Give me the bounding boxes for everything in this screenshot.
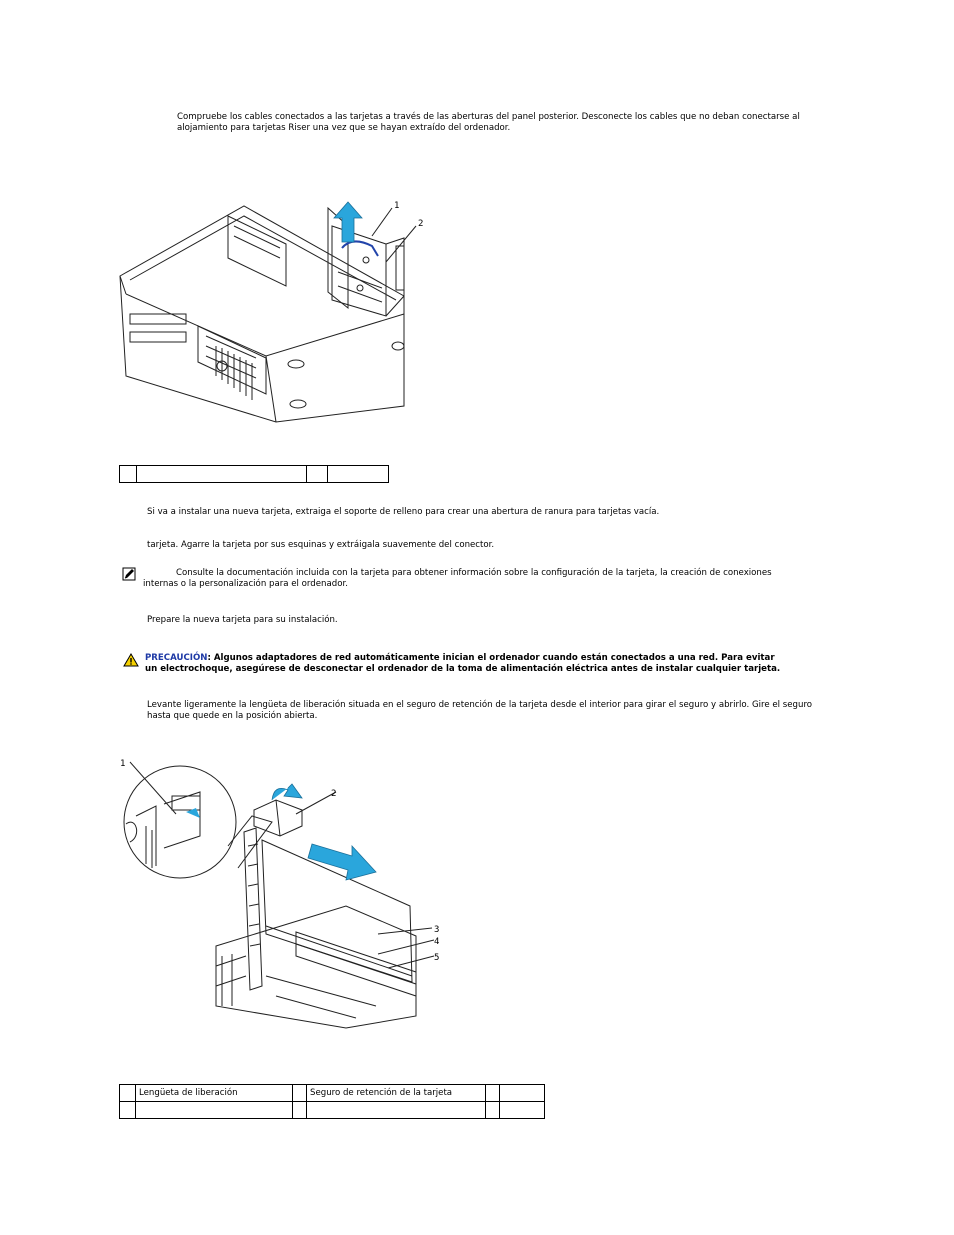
step-new-card: Si va a instalar una nueva tarjeta, extraiga el soporte de relleno para crear una abertura de ranura para tarjetas vacía. bbox=[147, 507, 660, 517]
step-prepare-card: Prepare la nueva tarjeta para su instalación. bbox=[147, 615, 338, 625]
table-cell bbox=[486, 1085, 500, 1102]
table-cell bbox=[486, 1102, 500, 1119]
riser-cage-illustration bbox=[116, 196, 436, 428]
table-cell bbox=[500, 1085, 545, 1102]
callout-label: 2 bbox=[331, 789, 337, 799]
table-row bbox=[120, 466, 389, 483]
caution-icon bbox=[123, 653, 139, 667]
table-cell bbox=[137, 466, 307, 483]
figure1-legend-table bbox=[119, 465, 389, 483]
callout-label: 4 bbox=[434, 937, 440, 947]
figure2-legend-table bbox=[119, 1084, 545, 1119]
table-cell bbox=[328, 466, 389, 483]
table-cell bbox=[307, 1102, 486, 1119]
table-cell bbox=[307, 466, 328, 483]
table-cell bbox=[120, 466, 137, 483]
table-cell: Seguro de retención de la tarjeta bbox=[307, 1085, 486, 1102]
callout-label: 2 bbox=[418, 219, 424, 229]
step-check-cables: Compruebe los cables conectados a las tarjetas a través de las aberturas del panel posterior. Desconecte los cables que no deban conectarse al alojamiento para tarjetas Riser una vez que se hayan extraído del ordenador. bbox=[177, 112, 800, 133]
step-remove-card: tarjeta. Agarre la tarjeta por sus esquinas y extráigala suavemente del conector. bbox=[147, 540, 495, 550]
card-retention-latch-illustration bbox=[116, 756, 446, 1036]
callout-label: 5 bbox=[434, 953, 440, 963]
table-cell bbox=[120, 1102, 136, 1119]
callout-label: 1 bbox=[120, 759, 126, 769]
callout-label: 1 bbox=[394, 201, 400, 211]
table-cell bbox=[136, 1102, 293, 1119]
table-cell bbox=[293, 1085, 307, 1102]
caution-label: PRECAUCIÓN bbox=[145, 653, 208, 663]
note-icon bbox=[122, 567, 136, 581]
table-row bbox=[120, 1085, 545, 1102]
caution-box bbox=[145, 653, 785, 675]
step-lift-tab: Levante ligeramente la lengüeta de liberación situada en el seguro de retención de la tarjeta desde el interior para girar el seguro y abrirlo. Gire el seguro hasta que quede en la posición abierta. bbox=[147, 700, 813, 721]
note-text: Consulte la documentación incluida con la tarjeta para obtener información sobre la configuración de la tarjeta, la creación de conexiones internas o la personalización para el ordenador. bbox=[143, 568, 772, 589]
table-cell: Lengüeta de liberación bbox=[136, 1085, 293, 1102]
table-cell bbox=[500, 1102, 545, 1119]
table-row bbox=[120, 1102, 545, 1119]
table-cell bbox=[120, 1085, 136, 1102]
table-cell bbox=[293, 1102, 307, 1119]
callout-label: 3 bbox=[434, 925, 440, 935]
caution-text: : Algunos adaptadores de red automáticamente inician el ordenador cuando están conectados a una red. Para evitar un electrochoque, asegúrese de desconectar el ordenador de la toma de alimentación eléctrica antes de instalar cualquier tarjeta. bbox=[145, 653, 781, 674]
